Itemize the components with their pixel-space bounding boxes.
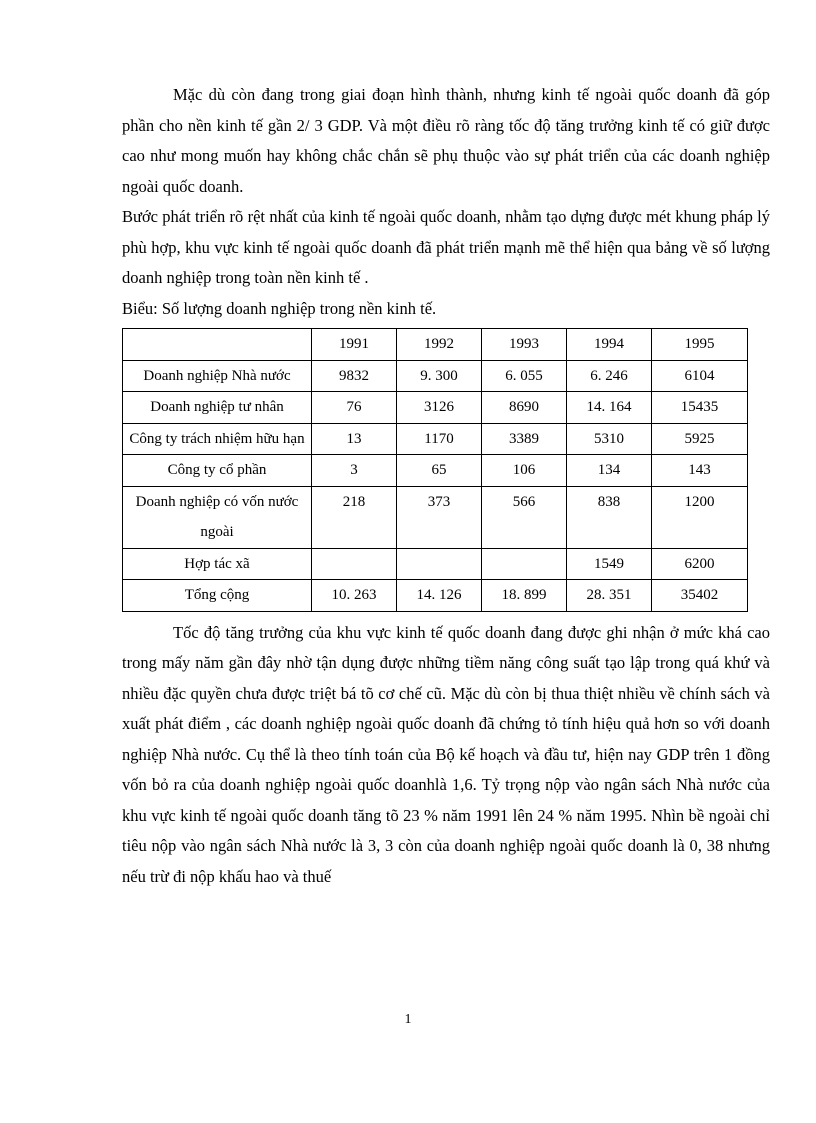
table-cell: 35402: [652, 580, 748, 612]
table-cell: 13: [312, 423, 397, 455]
header-cell-1992: 1992: [397, 329, 482, 361]
table-cell: 566: [482, 486, 567, 548]
table-row: [123, 423, 748, 455]
table-header-row: [123, 329, 748, 361]
table-cell: 3389: [482, 423, 567, 455]
table-cell: 76: [312, 392, 397, 424]
table-cell: 1549: [567, 548, 652, 580]
header-cell-1994: 1994: [567, 329, 652, 361]
table-cell: 6104: [652, 360, 748, 392]
table-cell: 14. 126: [397, 580, 482, 612]
table-cell: 106: [482, 455, 567, 487]
table-cell: 65: [397, 455, 482, 487]
table-cell: 838: [567, 486, 652, 548]
table-body: [123, 329, 748, 612]
table-cell: 9. 300: [397, 360, 482, 392]
page-number: 1: [404, 1012, 412, 1027]
table-cell: 5925: [652, 423, 748, 455]
paragraph-3: Tốc độ tăng trưởng của khu vực kinh tế quốc doanh đang được ghi nhận ở mức khá cao trong mấy năm gần đây nhờ tận dụng được những tiềm năng công suất tạo lập trong quá khứ và nhiều đặc quyền chưa được triệt bá tõ cơ chế cũ. Mặc dù còn bị thua thiệt nhiều về chính sách và xuất phát điểm , các doanh nghiệp ngoài quốc doanh đã chứng tỏ tính hiệu quả hơn so với doanh nghiệp Nhà nước. Cụ thể là theo tính toán của Bộ kế hoạch và đầu tư, hiện nay GDP trên 1 đồng vốn bỏ ra của doanh nghiệp ngoài quốc doanhlà 1,6. Tỷ trọng nộp vào ngân sách Nhà nước của khu vực kinh tế ngoài quốc doanh tăng tõ 23 % năm 1991 lên 24 % năm 1995. Nhìn bề ngoài chỉ tiêu nộp vào ngân sách Nhà nước là 3, 3 còn của doanh nghiệp ngoài quốc doanh là 0, 38 nhưng nếu trừ đi nộp khấu hao và thuế: [122, 622, 770, 886]
table-row: [123, 548, 748, 580]
table-cell: 8690: [482, 392, 567, 424]
table-cell: 143: [652, 455, 748, 487]
row-label-cell: Doanh nghiệp có vốn nước ngoài: [123, 486, 312, 548]
row-label-cell: Công ty cổ phần: [123, 455, 312, 487]
table-cell: 28. 351: [567, 580, 652, 612]
table-cell: 3126: [397, 392, 482, 424]
page-content: [122, 80, 770, 892]
table-row: [123, 486, 748, 548]
table-cell: 6. 246: [567, 360, 652, 392]
table-cell: 18. 899: [482, 580, 567, 612]
paragraph-2: Bước phát triển rõ rệt nhất của kinh tế ngoài quốc doanh, nhằm tạo dựng được mét khung pháp lý phù hợp, khu vực kinh tế ngoài quốc doanh đã phát triển mạnh mẽ thể hiện qua bảng về số lượng doanh nghiệp trong toàn nền kinh tế .: [122, 207, 770, 287]
table-cell: 5310: [567, 423, 652, 455]
table-cell: 373: [397, 486, 482, 548]
row-label-cell: Doanh nghiệp tư nhân: [123, 392, 312, 424]
enterprise-count-table: [122, 328, 748, 612]
table-cell: 6200: [652, 548, 748, 580]
table-row: [123, 580, 748, 612]
paragraph-1: Mặc dù còn đang trong giai đoạn hình thành, nhưng kinh tế ngoài quốc doanh đã góp phần cho nền kinh tế gần 2/ 3 GDP. Và một điều rõ ràng tốc độ tăng trưởng kinh tế có giữ được cao như mong muốn hay không chắc chắn sẽ phụ thuộc vào sự phát triển của các doanh nghiệp ngoài quốc doanh.: [122, 85, 770, 196]
table-cell: 9832: [312, 360, 397, 392]
table-cell: 14. 164: [567, 392, 652, 424]
table-cell: [312, 548, 397, 580]
header-cell-1995: 1995: [652, 329, 748, 361]
table-cell: 6. 055: [482, 360, 567, 392]
header-cell-blank: [123, 329, 312, 361]
table-row: [123, 360, 748, 392]
table-cell: 15435: [652, 392, 748, 424]
table-row: [123, 392, 748, 424]
table-row: [123, 455, 748, 487]
row-label-cell: Doanh nghiệp Nhà nước: [123, 360, 312, 392]
table-cell: 134: [567, 455, 652, 487]
table-caption: Biểu: Số lượng doanh nghiệp trong nền kinh tế.: [122, 298, 437, 318]
row-label-cell: Hợp tác xã: [123, 548, 312, 580]
row-label-cell: Công ty trách nhiệm hữu hạn: [123, 423, 312, 455]
header-cell-1991: 1991: [312, 329, 397, 361]
table-cell: [482, 548, 567, 580]
table-cell: 10. 263: [312, 580, 397, 612]
table-cell: 1200: [652, 486, 748, 548]
table-cell: 1170: [397, 423, 482, 455]
table-cell: [397, 548, 482, 580]
table-cell: 3: [312, 455, 397, 487]
row-label-cell: Tổng cộng: [123, 580, 312, 612]
table-cell: 218: [312, 486, 397, 548]
header-cell-1993: 1993: [482, 329, 567, 361]
